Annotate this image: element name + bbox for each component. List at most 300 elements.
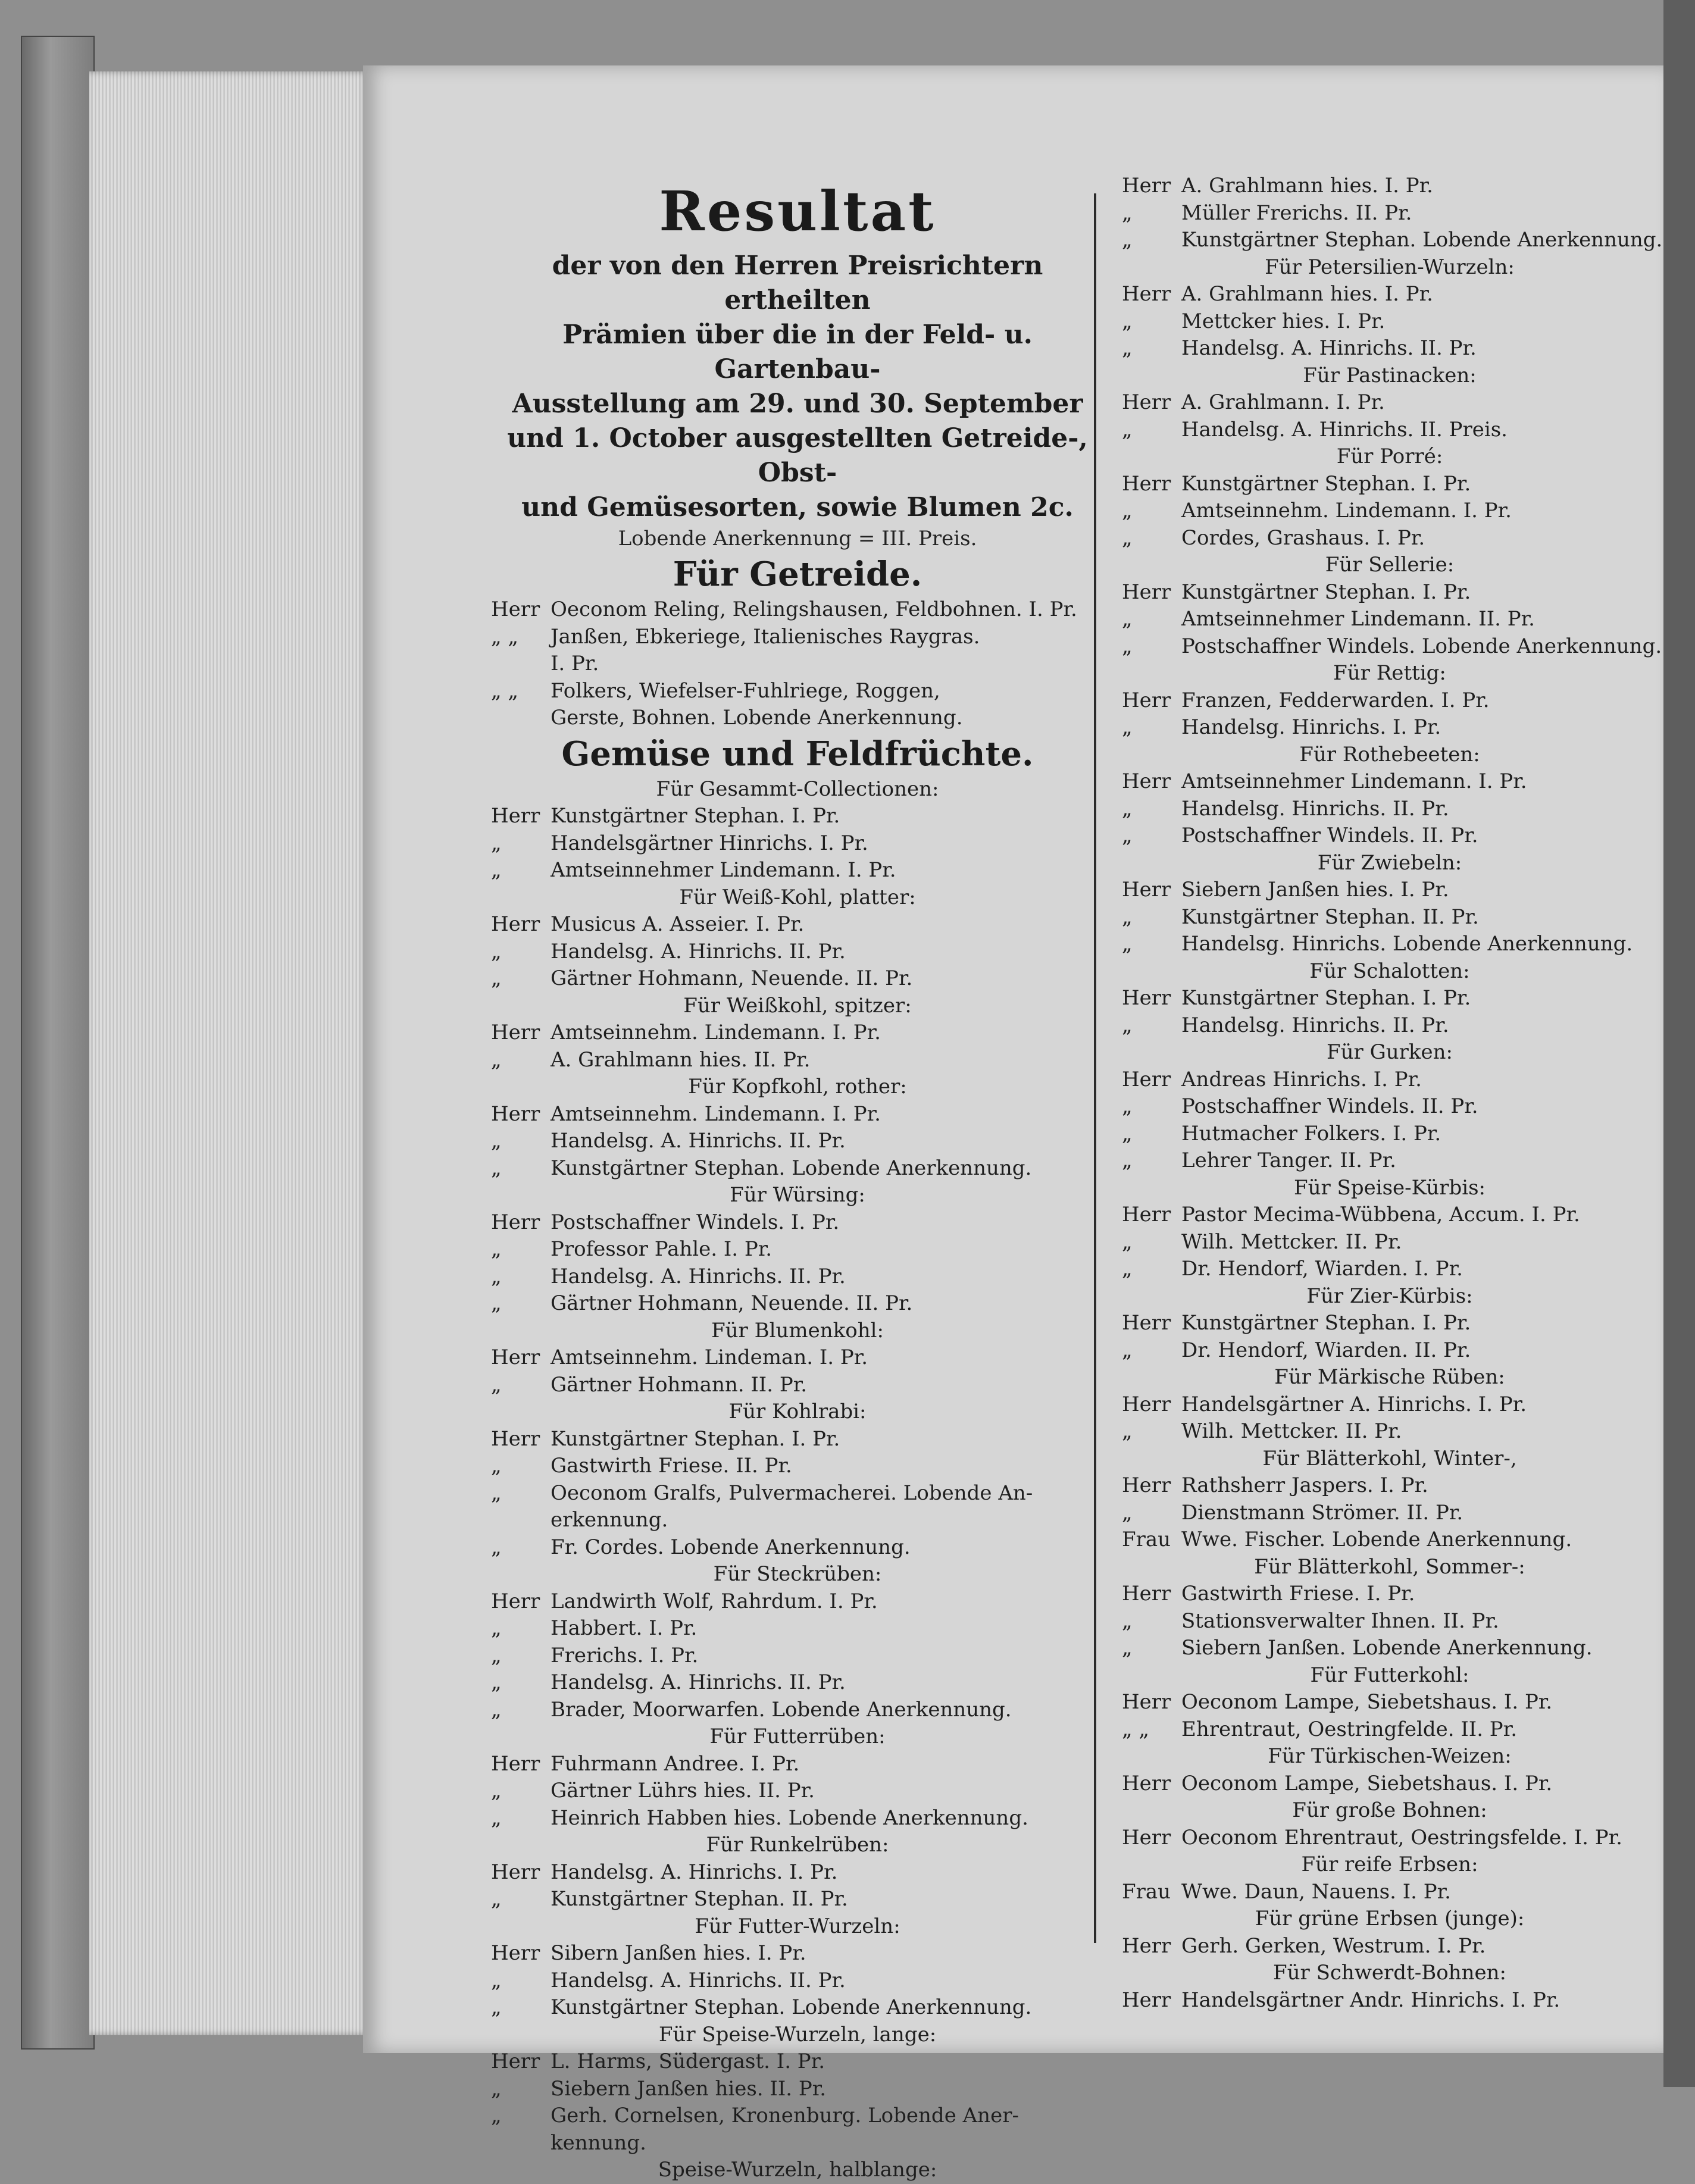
entry-salutation: Herr [1122,1825,1171,1850]
entry-text: Amtseinnehmer Lindemann. I. Pr. [1181,769,1527,793]
entry-text: Amtseinnehm. Lindemann. I. Pr. [551,1021,881,1044]
award-entry [1122,606,1658,633]
entry-text: Amtseinnehm. Lindemann. I. Pr. [551,1102,881,1126]
entry-text: Handelsg. A. Hinrichs. II. Pr. [551,1670,846,1694]
award-entry [1122,687,1658,715]
award-entry [1122,1608,1658,1635]
entry-text: Hutmacher Folkers. I. Pr. [1181,1121,1441,1146]
entry-text: Handelsg. A. Hinrichs. I. Pr. [551,1860,838,1884]
entry-text: Gärtner Lührs hies. II. Pr. [551,1779,815,1803]
entry-salutation: „ [491,966,502,990]
entry-salutation: Herr [1122,1392,1171,1416]
entry-text: Dienstmann Strömer. II. Pr. [1181,1500,1463,1525]
entry-salutation: „ [1122,1500,1133,1525]
entry-text: Lehrer Tanger. II. Pr. [1181,1149,1396,1172]
entry-text: Gerh. Gerken, Westrum. I. Pr. [1181,1933,1486,1958]
award-entry [491,1940,1104,1967]
entry-salutation: „ [491,1047,502,1072]
entry-salutation: Herr [1122,282,1171,306]
award-entry [1122,308,1658,336]
right-column [1122,173,1663,2014]
entry-salutation: „ [491,1806,502,1830]
award-entry [1122,1526,1658,1554]
award-entry [491,1128,1104,1155]
subtitle-block [491,249,1104,525]
award-entry [491,1967,1104,1995]
category-heading: Für Zier-Kürbis: [1306,1284,1473,1308]
award-entry [491,1697,1104,1724]
entry-text: Stationsverwalter Ihnen. II. Pr. [1181,1609,1499,1633]
entry-salutation: „ [1122,1609,1133,1633]
page-stack [89,71,369,2035]
entry-text: Gärtner Hohmann, Neuende. II. Pr. [551,966,913,990]
entry-salutation: „ [1122,336,1133,360]
entry-salutation: „ [1122,634,1133,658]
entry-text: Amtseinnehm. Lindeman. I. Pr. [551,1346,868,1369]
award-entry [491,1534,1104,1562]
entry-text: Kunstgärtner Stephan. Lobende Anerkennung. [551,1995,1032,2019]
entry-text: Oeconom Lampe, Siebetshaus. I. Pr. [1181,1771,1553,1795]
award-entry [1122,1933,1658,1960]
entry-text: Gastwirth Friese. II. Pr. [551,1454,792,1478]
entry-salutation: Herr [1122,1067,1171,1091]
entry-text: Handelsg. A. Hinrichs. II. Pr. [551,1129,846,1153]
entry-salutation: Herr [1122,580,1171,604]
entry-salutation: „ [1122,228,1133,252]
entry-salutation: Herr [491,1751,540,1776]
entry-salutation: „ [1122,715,1133,739]
entry-text: L. Harms, Südergast. I. Pr. [551,2050,825,2073]
award-entry [1122,822,1658,850]
entry-salutation: Herr [1122,878,1171,902]
award-entry [491,1019,1104,1047]
award-entry [1122,1987,1658,2014]
entry-text: Kunstgärtner Stephan. II. Pr. [1181,905,1479,929]
entry-text: Landwirth Wolf, Rahrdum. I. Pr. [551,1589,878,1613]
entry-text: Fr. Cordes. Lobende Anerkennung. [551,1535,911,1559]
entry-salutation: „ [491,939,502,963]
entry-text: Handelsg. Hinrichs. I. Pr. [1181,715,1441,739]
award-entry [1122,1716,1658,1744]
scan-margin [1663,0,1695,2087]
entry-text: Folkers, Wiefelser-Fuhlriege, Roggen, [551,678,940,703]
entry-salutation: Frau [1122,1879,1171,1904]
entry-salutation: Herr [1122,1771,1171,1795]
category-heading: Für Gurken: [1327,1040,1453,1064]
entry-salutation: Herr [491,1102,540,1126]
entry-salutation: Herr [1122,1473,1171,1497]
category-heading: Für Pastinacken: [1303,363,1477,387]
award-entry [491,857,1104,884]
entry-salutation: Herr [1122,1988,1171,2012]
award-entry [491,1994,1104,2022]
entry-salutation: „ [491,1779,502,1803]
entry-continuation: Gerste, Bohnen. Lobende Anerkennung. [551,706,963,730]
entry-text: Kunstgärtner Stephan. II. Pr. [551,1887,848,1911]
award-entry [1122,1500,1658,1527]
entry-salutation: Herr [491,2050,540,2073]
award-entry [491,1263,1104,1291]
entry-text: Fuhrmann Andree. I. Pr. [551,1751,800,1776]
award-entry [1122,1879,1658,1906]
entry-salutation: „ „ [491,678,519,703]
entry-salutation: „ [491,1156,502,1180]
award-entry [491,1588,1104,1616]
award-entry [1122,1066,1658,1094]
entry-text: Handelsg. A. Hinrichs. II. Pr. [551,1264,846,1288]
award-entry [491,1155,1104,1182]
entry-text: Musicus A. Asseier. I. Pr. [551,912,805,936]
category-heading: Für Futterrüben: [709,1725,886,1748]
category-heading: Für Speise-Wurzeln, lange: [658,2022,937,2047]
subtitle-line: und Gemüsesorten, sowie Blumen 2c. [521,492,1074,522]
award-entry [491,1615,1104,1642]
entry-salutation: Herr [1122,1690,1171,1714]
award-entry [491,911,1104,938]
entry-text: Amtseinnehm. Lindemann. I. Pr. [1181,499,1512,522]
entry-text: Andreas Hinrichs. I. Pr. [1181,1067,1422,1091]
award-entry [491,1751,1104,1778]
entry-text: Kunstgärtner Stephan. I. Pr. [551,1426,840,1451]
entry-text: Oeconom Reling, Relingshausen, Feldbohnen. I. Pr. [551,597,1077,621]
rating-note: Lobende Anerkennung = III. Preis. [618,527,977,550]
entry-text: Wwe. Daun, Nauens. I. Pr. [1181,1879,1451,1904]
entry-text: Handelsg. Hinrichs. II. Pr. [1181,796,1449,821]
entry-text: Oeconom Gralfs, Pulvermacherei. Lobende An- [551,1481,1033,1505]
award-entry [491,1859,1104,1886]
entry-salutation: „ [1122,499,1133,522]
award-entry [491,1886,1104,1913]
entry-salutation: Herr [1122,986,1171,1010]
entry-salutation: „ [1122,1149,1133,1172]
award-entry [1122,173,1658,200]
entry-text: Siebern Janßen hies. II. Pr. [551,2076,827,2101]
entry-text: Handelsgärtner Hinrichs. I. Pr. [551,831,868,855]
entry-salutation: „ [491,2076,502,2101]
entry-text: A. Grahlmann hies. I. Pr. [1181,174,1433,198]
entry-text: Brader, Moorwarfen. Lobende Anerkennung. [551,1697,1012,1722]
award-entry [1122,877,1658,904]
entry-text: Kunstgärtner Stephan. I. Pr. [1181,471,1471,496]
award-entry [491,1372,1104,1399]
entry-salutation: „ [491,1454,502,1478]
category-heading: Für Porré: [1336,445,1443,468]
book-spine [21,36,95,2050]
entry-salutation: Herr [1122,1311,1171,1335]
entry-text: Habbert. I. Pr. [551,1616,698,1640]
category-heading: Für Weiß-Kohl, platter: [679,885,916,909]
category-heading: Für Rothebeeten: [1299,742,1480,766]
entry-text: Rathsherr Jaspers. I. Pr. [1181,1473,1428,1497]
category-heading: Für Weißkohl, spitzer: [683,993,912,1018]
entry-text: Handelsg. Hinrichs. Lobende Anerkennung. [1181,932,1633,956]
category-heading: Für Steckrüben: [713,1562,882,1586]
entry-salutation: Herr [1122,174,1171,198]
entry-text: Oeconom Ehrentraut, Oestringsfelde. I. Pr. [1181,1825,1622,1850]
entry-text: Amtseinnehmer Lindemann. I. Pr. [551,858,896,882]
entry-text: Handelsg. A. Hinrichs. II. Pr. [551,939,846,963]
award-entry [1122,1229,1658,1256]
entry-text: Gärtner Hohmann. II. Pr. [551,1372,808,1397]
award-entry [491,1209,1104,1237]
award-entry [1122,281,1658,308]
entry-text: Franzen, Fedderwarden. I. Pr. [1181,688,1490,712]
entry-salutation: „ [491,1968,502,1992]
entry-salutation: „ [491,1291,502,1315]
entry-salutation: „ [491,1697,502,1722]
entry-text: Kunstgärtner Stephan. Lobende Anerkennung. [551,1156,1032,1180]
entry-text: Postschaffner Windels. II. Pr. [1181,824,1478,847]
entry-salutation: „ [491,1535,502,1559]
section-heading: Für Getreide. [673,555,922,594]
entry-text: Kunstgärtner Stephan. I. Pr. [1181,986,1471,1010]
entry-text: Kunstgärtner Stephan. I. Pr. [1181,1311,1471,1335]
entry-salutation: Herr [491,1589,540,1613]
subtitle-line: und 1. October ausgestellten Getreide-, Obst- [507,423,1088,488]
category-heading: Für grüne Erbsen (junge): [1255,1907,1525,1930]
category-heading: Für Blätterkohl, Winter-, [1262,1446,1517,1470]
award-entry [1122,985,1658,1012]
award-entry [491,2048,1104,2076]
entry-text: Kunstgärtner Stephan. Lobende Anerkennung. [1181,228,1663,252]
award-entry [491,830,1104,858]
award-entry [1122,1689,1658,1716]
entry-salutation: Herr [1122,769,1171,793]
category-heading: Für Speise-Kürbis: [1293,1175,1486,1200]
entry-text: Handelsg. A. Hinrichs. II. Pr. [1181,336,1477,360]
entry-text: Handelsgärtner Andr. Hinrichs. I. Pr. [1181,1988,1560,2012]
entry-continuation: kennung. [551,2130,646,2155]
entry-salutation: „ [1122,1257,1133,1281]
category-heading: Für Schwerdt-Bohnen: [1273,1961,1506,1985]
entry-salutation: „ [1122,824,1133,847]
entry-text: Müller Frerichs. II. Pr. [1181,201,1412,225]
category-heading: Für Futter-Wurzeln: [695,1914,900,1938]
entry-text: Wwe. Fischer. Lobende Anerkennung. [1181,1528,1572,1551]
entry-salutation: Herr [491,1210,540,1234]
category-heading: Für Türkischen-Weizen: [1268,1744,1512,1768]
award-entry [491,1669,1104,1697]
award-entry [1122,579,1658,606]
entry-salutation: „ [491,1670,502,1694]
entry-salutation: „ [491,2104,502,2127]
award-entry [1122,335,1658,362]
entry-text: Postschaffner Windels. II. Pr. [1181,1094,1478,1118]
entry-text: A. Grahlmann hies. I. Pr. [1181,282,1433,306]
award-entry [1122,1391,1658,1419]
category-heading: Für große Bohnen: [1292,1798,1487,1822]
entry-salutation: Herr [491,597,540,621]
award-entry [1122,417,1658,444]
entry-salutation: Herr [1122,1582,1171,1606]
award-entry [491,1101,1104,1128]
award-entry [491,2102,1104,2130]
entry-text: Siebern Janßen. Lobende Anerkennung. [1181,1636,1593,1660]
category-heading: Für Schalotten: [1309,959,1470,983]
award-entry [491,1290,1104,1318]
award-entry [491,678,1104,705]
left-column [491,179,1104,2184]
category-heading: Für Petersilien-Wurzeln: [1265,255,1515,279]
award-entry [491,1236,1104,1263]
category-heading: Für Kopfkohl, rother: [688,1075,907,1099]
award-entry [1122,1825,1658,1852]
entry-salutation: „ [1122,932,1133,956]
entry-text: Gärtner Hohmann, Neuende. II. Pr. [551,1291,913,1315]
entry-salutation: „ [491,1237,502,1261]
entry-text: Dr. Hendorf, Wiarden. II. Pr. [1181,1338,1471,1362]
entry-salutation: „ [1122,607,1133,631]
entry-text: Gerh. Cornelsen, Kronenburg. Lobende Aner- [551,2104,1019,2127]
award-entry [1122,389,1658,417]
award-entry [491,596,1104,624]
award-entry [491,1642,1104,1670]
entry-salutation: „ [491,1264,502,1288]
category-heading: Für Runkelrüben: [706,1833,889,1857]
entry-salutation: Herr [1122,1933,1171,1958]
entry-continuation: erkennung. [551,1508,668,1532]
entry-text: Professor Pahle. I. Pr. [551,1237,773,1261]
entry-salutation: Herr [1122,1203,1171,1226]
entry-salutation: Herr [491,804,540,828]
entry-text: Handelsg. Hinrichs. II. Pr. [1181,1013,1449,1037]
category-heading: Für Gesammt-Collectionen: [656,777,939,801]
entry-text: Oeconom Lampe, Siebetshaus. I. Pr. [1181,1690,1553,1714]
entry-salutation: „ [1122,1121,1133,1146]
entry-text: Kunstgärtner Stephan. I. Pr. [551,804,840,828]
award-entry [1122,904,1658,931]
entry-salutation: Herr [1122,471,1171,496]
category-heading: Für Kohlrabi: [728,1400,867,1423]
entry-salutation: Herr [491,1860,540,1884]
entry-salutation: „ [1122,417,1133,442]
entry-text: Handelsg. A. Hinrichs. II. Preis. [1181,417,1508,442]
award-entry [1122,1472,1658,1500]
award-entry [1122,227,1663,254]
left-entries [491,552,1104,2184]
entry-salutation: Herr [491,912,540,936]
award-entry [491,803,1104,830]
category-heading: Speise-Wurzeln, halblange: [658,2158,937,2182]
subtitle-line: Prämien über die in der Feld- u. Gartenbau- [562,320,1033,384]
column-divider [1094,193,1096,1943]
entry-text: Ehrentraut, Oestringfelde. II. Pr. [1181,1717,1518,1741]
entry-text: Janßen, Ebkeriege, Italienisches Raygras. [551,624,980,649]
award-entry [1122,200,1658,227]
award-entry [491,1426,1104,1453]
entry-salutation: „ [491,1129,502,1153]
entry-salutation: Herr [1122,390,1171,414]
entry-text: A. Grahlmann hies. II. Pr. [551,1047,811,1072]
entry-salutation: „ „ [491,624,519,649]
entry-salutation: „ [1122,525,1133,550]
entry-salutation: „ „ [1122,1717,1150,1741]
entry-salutation: „ [491,1481,502,1505]
subtitle-line: Ausstellung am 29. und 30. September [512,389,1083,419]
award-entry [1122,525,1658,552]
entry-text: Kunstgärtner Stephan. I. Pr. [1181,580,1471,604]
category-heading: Für Märkische Rüben: [1274,1365,1505,1389]
entry-salutation: „ [1122,796,1133,821]
entry-salutation: „ [1122,1636,1133,1660]
award-entry [1122,1310,1658,1337]
award-entry [491,2076,1104,2103]
entry-text: Mettcker hies. I. Pr. [1181,309,1386,333]
subtitle-line: der von den Herren Preisrichtern ertheilten [552,251,1043,315]
entry-text: A. Grahlmann. I. Pr. [1181,390,1385,414]
award-entry [1122,1581,1658,1608]
award-entry [1122,1256,1658,1283]
category-heading: Für Rettig: [1333,661,1446,685]
award-entry [491,1344,1104,1372]
entry-text: Sibern Janßen hies. I. Pr. [551,1941,806,1965]
category-heading: Für Würsing: [730,1183,865,1207]
entry-salutation: „ [491,1372,502,1397]
award-entry [1122,931,1658,958]
category-heading: Für Futterkohl: [1310,1663,1469,1687]
award-entry [1122,1201,1658,1229]
entry-text: Wilh. Mettcker. II. Pr. [1181,1229,1402,1254]
award-entry [1122,633,1662,661]
entry-salutation: Herr [1122,688,1171,712]
award-entry [1122,714,1658,741]
award-entry [1122,1635,1658,1662]
award-entry [1122,1121,1658,1148]
entry-salutation: „ [1122,1094,1133,1118]
award-entry [491,938,1104,966]
entry-text: Postschaffner Windels. I. Pr. [551,1210,840,1234]
entry-text: Dr. Hendorf, Wiarden. I. Pr. [1181,1257,1463,1281]
entry-text: Cordes, Grashaus. I. Pr. [1181,525,1425,550]
entry-text: Gastwirth Friese. I. Pr. [1181,1582,1415,1606]
entry-salutation: „ [491,1616,502,1640]
award-entry [1122,1770,1658,1798]
entry-text: Frerichs. I. Pr. [551,1643,699,1667]
entry-continuation: I. Pr. [551,652,599,675]
award-entry [1122,768,1658,796]
entry-salutation: „ [491,1887,502,1911]
entry-salutation: Herr [491,1021,540,1044]
category-heading: Für Blätterkohl, Sommer-: [1254,1554,1525,1579]
entry-salutation: „ [1122,1229,1133,1254]
entry-salutation: Herr [491,1346,540,1369]
category-heading: Für Blumenkohl: [711,1318,884,1343]
award-entry [491,1805,1104,1832]
entry-salutation: Frau [1122,1528,1171,1551]
award-entry [1122,1012,1658,1040]
award-entry [491,624,1104,651]
entry-text: Handelsg. A. Hinrichs. II. Pr. [551,1968,846,1992]
entry-text: Handelsgärtner A. Hinrichs. I. Pr. [1181,1392,1527,1416]
entry-salutation: „ [491,1995,502,2019]
award-entry [491,1480,1104,1507]
entry-salutation: „ [1122,1013,1133,1037]
entry-salutation: „ [491,1643,502,1667]
entry-salutation: Herr [491,1426,540,1451]
entry-salutation: „ [1122,201,1133,225]
entry-text: Heinrich Habben hies. Lobende Anerkennung. [551,1806,1028,1830]
award-entry [1122,471,1658,498]
entry-salutation: „ [491,858,502,882]
page-title: Resultat [659,179,936,243]
entry-salutation: „ [1122,309,1133,333]
entry-text: Wilh. Mettcker. II. Pr. [1181,1419,1402,1443]
category-heading: Für Zwiebeln: [1317,850,1462,875]
award-entry [491,1778,1104,1805]
entry-salutation: „ [1122,1419,1133,1443]
entry-text: Amtseinnehmer Lindemann. II. Pr. [1181,607,1535,631]
entry-salutation: „ [491,831,502,855]
